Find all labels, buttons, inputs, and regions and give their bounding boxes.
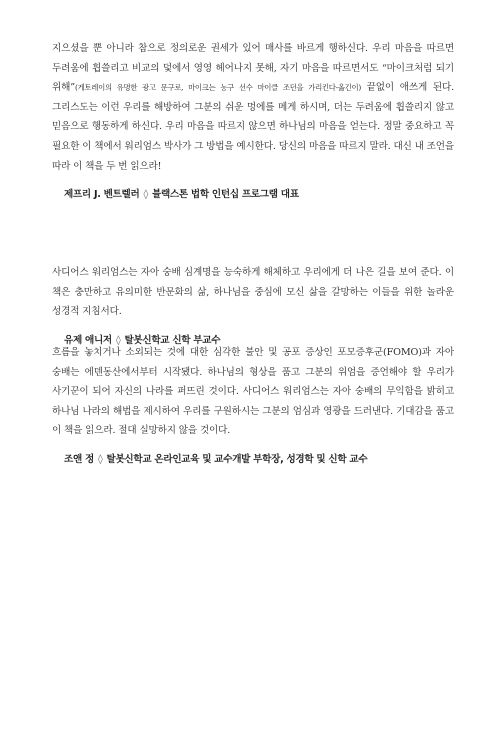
endorser-attribution: [64, 451, 454, 465]
endorsement-bentreller: [52, 39, 454, 200]
endorsement-text: [52, 39, 454, 176]
endorser-name: 제프리 J. 벤트렐러: [64, 189, 140, 201]
endorsement-aniser: [52, 263, 454, 346]
endorser-role: 탈봇신학교 온라인교육 및 교수개발 부학장, 성경학 및 신학 교수: [106, 453, 368, 465]
endorser-name: 유제 애니저: [64, 334, 112, 346]
diamond-separator-icon: ◊: [98, 453, 103, 465]
endorser-role: 블랙스톤 법학 인턴십 프로그램 대표: [152, 189, 299, 201]
endorsement-jung: [52, 343, 454, 465]
endorser-role: 탈봇신학교 신학 부교수: [124, 334, 221, 346]
endorsement-text: 흐름을 놓치거나 소외되는 것에 대한 심각한 불안 및 공포 증상인 포모증후군(FOMO)과 자아 숭배는 에덴동산에서부터 시작됐다. 하나님의 형상을 품고 그분의 위엄을 증언해야 할 우리가 사기꾼이 되어 자신의 나라를 퍼뜨린 것이다. 사디어스 워리엄스는 자아 숭배의 무익함을 밝히고 하나님 나라의 해법을 제시하여 우리를 구원하시는 그분의 엄심과 영광을 드러낸다. 기대감을 품고 이 책을 읽으라. 절대 실망하지 않을 것이다.: [52, 347, 454, 437]
endorser-name: 조앤 정: [64, 453, 94, 465]
endorsement-text-part: 끝없이 애쓰게 된다. 그리스도는 이런 우리를 해방하여 그분의 쉬운 멍에를 메게 하시며, 더는 두려움에 휩쓸리지 않고 믿음으로 행동하게 하신다. 우리 마음을 따르지 않으면 하나님의 마음을 얻는다. 정말 중요하고 꼭 필요한 이 책에서 워리엄스 박사가 그 방법을 예시한다. 당신의 마음을 따르지 말라. 대신 내 조언을 따라 이 책을 두 번 읽으라!: [52, 82, 454, 172]
endorsement-text-part: 지으셨을 뿐 아니라 참으로 정의로운 권세가 있어 매사를 바르게 행하신다. 우리 마음을 따르면 두려움에 휩쓸리고 비교의 덫에서 영영 헤어나지 못해, 자기 마음을 따르면서도 “마이크처럼 되기 위해”: [52, 43, 454, 94]
translator-note: (게토레이의 유명한 광고 문구로, 마이크는 농구 선수 마이클 조던을 가리킨다-옮긴이): [75, 83, 361, 93]
diamond-separator-icon: ◊: [115, 334, 121, 346]
diamond-separator-icon: ◊: [143, 189, 148, 201]
endorser-attribution: [64, 186, 454, 200]
endorsement-text: 사디어스 워리엄스는 자아 숭배 심계명을 능숙하게 해체하고 우리에게 더 나은 길을 보여 준다. 이 책은 충만하고 유의미한 반문화의 삶, 하나님을 중심에 모신 삶을 갈망하는 이들을 위한 놀라운 성경적 지침서다.: [52, 267, 454, 318]
